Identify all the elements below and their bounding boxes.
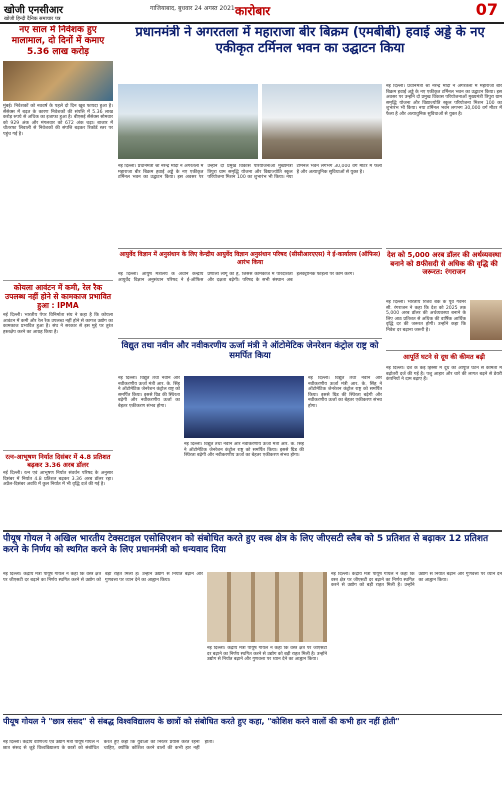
energy-body-col-3 <box>308 376 382 526</box>
airport-body-col <box>386 84 502 244</box>
milk-headline-box <box>386 350 502 365</box>
ayurveda-body: नई दिल्ली। आयुष मंत्रालय के अधीन केन्द्रीय आयुर्वेद विज्ञान अनुसंधान परिषद ने ई-ऑफिस प्रणाली लागू की है, जिससे कामकाज में पारदर्शिता और दक्षता बढ़ेगी। परिषद के सभी संस्थान अब इलेक्ट्रॉनिक फाइलों पर काम करेंगे। <box>118 272 355 283</box>
page-number: 07 <box>475 0 498 19</box>
energy-photo <box>184 376 304 438</box>
nav-body: मुंबई। निवेशकों को नववर्ष के पहले दो दिन खूब फायदा हुआ है। सेंसेक्स में बढ़त के कारण निवेशकों की संपत्ति में 5.36 लाख करोड़ रुपये से अधिक का इजाफा हुआ है। बीएसई सेंसेक्स सोमवार को 929 अंक और मंगलवार को 672 अंक चढ़ा। बाजार में चौतरफा लिवाली से निवेशकों की संपत्ति बढ़कर रिकॉर्ड स्तर पर पहुंच गई है। <box>3 104 113 137</box>
brand-sub: खोजी हिन्दी दैनिक समाचार पत्र <box>4 16 61 22</box>
ayurveda-headline-box <box>118 248 382 271</box>
brand-logo <box>4 2 63 22</box>
exports-body: नई दिल्ली। रत्न एवं आभूषण निर्यात संवर्धन परिषद के अनुसार दिसंबर में निर्यात 4.8 प्रतिशत बढ़कर 3.36 अरब डॉलर रहा। अप्रैल-दिसंबर अवधि में कुल निर्यात में भी वृद्धि दर्ज की गई है। <box>3 471 113 488</box>
sansad-headline-box <box>3 714 502 739</box>
edition-date: गाजियाबाद, बुधवार 24 अगस्त 2021 <box>150 5 235 12</box>
energy-body-3: नई दिल्ली। विद्युत तथा नवीन और नवीकरणीय ऊर्जा मंत्री आर. के. सिंह ने ऑटोमेटिक जेनरेशन कंट्रोल राष्ट्र को समर्पित किया। इससे ग्रिड की स्थिरता बढ़ेगी और नवीकरणीय ऊर्जा का बेहतर एकीकरण संभव होगा। <box>308 376 382 409</box>
airport-body-2: नई दिल्ली। प्रधानमंत्री श्री नरेन्द्र मोदी ने अगरतला में महाराजा बीर बिक्रम हवाई अड्डे के नए एकीकृत टर्मिनल भवन का उद्घाटन किया। इस अवसर पर उन्होंने दो प्रमुख विकास परियोजनाओं मुख्यमंत्री त्रिपुरा ग्राम समृद्धि योजना और विद्याज्योति स्कूल परियोजना मिशन 100 का शुभारंभ भी किया। नया टर्मिनल भवन लगभग 30,000 वर्ग मीटर में फैला है और अत्याधुनिक सुविधाओं से युक्त है। <box>118 164 382 181</box>
energy-headline: विद्युत तथा नवीन और नवीकरणीय ऊर्जा मंत्री ने ऑटोमेटिक जेनरेशन कंट्रोल राष्ट्र को समर्पित किया <box>121 341 379 361</box>
milk-headline: आपूर्ति घटने से दूध की कीमत बढ़ी <box>403 353 485 361</box>
goyal-body-col <box>3 572 203 712</box>
goyal-body-3: नई दिल्ली। केंद्रीय मंत्री पीयूष गोयल ने कहा कि वस्त्र क्षेत्र पर जीएसटी दर बढ़ाने का निर्णय स्थगित करने से उद्योग को बड़ी राहत मिली है। उन्होंने उद्योग से निर्यात बढ़ाने और गुणवत्ता पर ध्यान देने का आह्वान किया। <box>207 646 327 663</box>
energy-body-col <box>118 376 180 526</box>
story-nav <box>3 25 113 275</box>
airport-photo-2 <box>262 84 382 159</box>
milk-body-col <box>386 366 502 526</box>
sansad-body-col <box>3 740 502 798</box>
sansad-body: नई दिल्ली। केंद्रीय वाणिज्य एवं उद्योग मंत्री पीयूष गोयल ने छात्र संसद से जुड़े विश्वविद्यालय के छात्रों को संबोधित करते हुए कहा कि युवाओं को निरंतर प्रयास करते रहना चाहिए, क्योंकि कोशिश करने वालों की कभी हार नहीं होती। <box>3 740 214 751</box>
coal-body: नई दिल्ली। भारतीय पेपर विनिर्माता संघ ने कहा है कि कोयला आवंटन में कमी और रेल रैक उपलब्ध नहीं होने से कागज उद्योग का कामकाज प्रभावित हुआ है। संघ ने सरकार से इस मुद्दे पर तुरंत हस्तक्षेप करने का आग्रह किया है। <box>3 313 113 335</box>
goyal-body-col-3 <box>207 646 327 712</box>
airport-body-cont <box>118 164 382 244</box>
airport-headline-box <box>118 25 502 81</box>
story-exports <box>3 450 113 526</box>
section-name: कारोबार <box>235 4 271 18</box>
airport-body: नई दिल्ली। प्रधानमंत्री श्री नरेन्द्र मोदी ने अगरतला में महाराजा बीर बिक्रम हवाई अड्डे के नए एकीकृत टर्मिनल भवन का उद्घाटन किया। इस अवसर पर उन्होंने दो प्रमुख विकास परियोजनाओं मुख्यमंत्री त्रिपुरा ग्राम समृद्धि योजना और विद्याज्योति स्कूल परियोजना मिशन 100 का शुभारंभ भी किया। नया टर्मिनल भवन लगभग 30,000 वर्ग मीटर में फैला है और अत्याधुनिक सुविधाओं से युक्त है। <box>386 84 502 117</box>
goyal-headline-box <box>3 530 502 570</box>
goyal-body: नई दिल्ली। केंद्रीय मंत्री पीयूष गोयल ने कहा कि वस्त्र क्षेत्र पर जीएसटी दर बढ़ाने का निर्णय स्थगित करने से उद्योग को बड़ी राहत मिली है। उन्होंने उद्योग से निर्यात बढ़ाने और गुणवत्ता पर ध्यान देने का आह्वान किया। <box>3 572 203 583</box>
goyal-video-grid-photo <box>207 572 327 642</box>
goyal-body-col-2 <box>331 572 502 712</box>
brand-name: खोजी एनसीआर <box>4 5 64 16</box>
energy-headline-box <box>118 338 382 373</box>
energy-body-col-2 <box>184 442 304 526</box>
nav-headline: नए साल में निवेशक हुए मालामाल, दो दिनों में कमाए 5.36 लाख करोड़ <box>11 25 105 57</box>
story-coal <box>3 280 113 446</box>
economy-headline: देश को 5,000 अरब डॉलर की अर्थव्यवस्था बनाने को 8फीसदी से अधिक की वृद्धि की जरूरत: रंगराजन <box>386 251 502 276</box>
ayurveda-headline: आयुर्वेद विज्ञान में अनुसंधान के लिए केन्द्रीय आयुर्वेद विज्ञान अनुसंधान परिषद (सीसीआरएएस) ने ई-कार्यालय (ऑफिस) आरंभ किया <box>119 251 381 266</box>
airport-headline: प्रधानमंत्री ने अगरतला में महाराजा बीर बिक्रम (एमबीबी) हवाई अड्डे के नए एकीकृत टर्मिनल भवन का उद्घाटन किया <box>135 25 485 56</box>
sansad-headline: पीयूष गोयल ने "छात्र संसद" से संबद्ध विश्वविद्यालय के छात्रों को संबोधित करते हुए कहा, "कोशिश करने वालों की कभी हार नहीं होती" <box>3 717 400 726</box>
masthead <box>0 0 504 24</box>
airport-photo-1 <box>118 84 258 159</box>
economy-body: नई दिल्ली। भारतीय रिजर्व बैंक के पूर्व गवर्नर सी. रंगराजन ने कहा कि देश को 2025 तक 5,000 अरब डॉलर की अर्थव्यवस्था बनाने के लिए आठ प्रतिशत से अधिक की वार्षिक आर्थिक वृद्धि दर की जरूरत होगी। उन्होंने कहा कि निवेश दर बढ़ाना जरूरी है। <box>386 300 466 333</box>
economy-body-col <box>386 300 466 345</box>
goyal-body-2: नई दिल्ली। केंद्रीय मंत्री पीयूष गोयल ने कहा कि वस्त्र क्षेत्र पर जीएसटी दर बढ़ाने का निर्णय स्थगित करने से उद्योग को बड़ी राहत मिली है। उन्होंने उद्योग से निर्यात बढ़ाने और गुणवत्ता पर ध्यान देने का आह्वान किया। <box>331 572 502 589</box>
energy-body-2: नई दिल्ली। विद्युत तथा नवीन और नवीकरणीय ऊर्जा मंत्री आर. के. सिंह ने ऑटोमेटिक जेनरेशन कंट्रोल राष्ट्र को समर्पित किया। इससे ग्रिड की स्थिरता बढ़ेगी और नवीकरणीय ऊर्जा का बेहतर एकीकरण संभव होगा। <box>184 442 304 459</box>
milk-body: नई दिल्ली। देश के कई हिस्सों में दूध की आपूर्ति घटने से कीमतों में बढ़ोतरी दर्ज की गई है। पशु आहार और चारे की लागत बढ़ने से डेयरी कंपनियों ने दाम बढ़ाए हैं। <box>386 366 502 383</box>
money-photo <box>3 61 113 101</box>
energy-body: नई दिल्ली। विद्युत तथा नवीन और नवीकरणीय ऊर्जा मंत्री आर. के. सिंह ने ऑटोमेटिक जेनरेशन कंट्रोल राष्ट्र को समर्पित किया। इससे ग्रिड की स्थिरता बढ़ेगी और नवीकरणीय ऊर्जा का बेहतर एकीकरण संभव होगा। <box>118 376 180 409</box>
rangarajan-photo <box>470 300 502 340</box>
goyal-headline: पीयूष गोयल ने अखिल भारतीय टेक्सटाइल एसोसिएशन को संबोधित करते हुए वस्त्र क्षेत्र के लिए जीएसटी स्लैब को 5 प्रतिशत से बढ़ाकर 12 प्रतिशत करने के निर्णय को स्थगित करने के लिए प्रधानमंत्री को धन्यवाद दिया <box>3 534 489 555</box>
ayurveda-body-col <box>118 272 382 332</box>
coal-headline: कोयला आवंटन में कमी, रेल रैक उपलब्ध नहीं होने से कामकाज प्रभावित हुआ : IPMA <box>4 283 112 310</box>
exports-headline: रत्न-आभूषण निर्यात दिसंबर में 4.8 प्रतिशत बढ़कर 3.36 अरब डॉलर <box>5 453 111 469</box>
